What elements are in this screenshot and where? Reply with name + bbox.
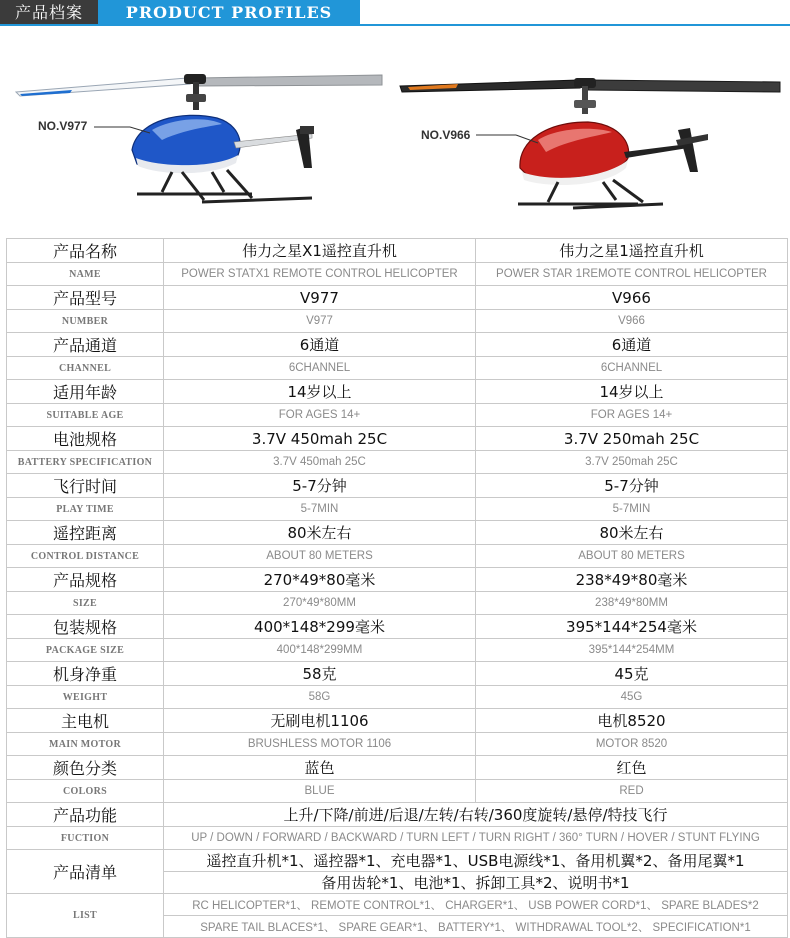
spec-label-cn: 遥控距离	[7, 521, 164, 545]
spec-value-v977-cn: 14岁以上	[164, 380, 476, 404]
model-label-v966: NO.V966	[421, 128, 471, 142]
spec-value-v966-cn: 45克	[476, 662, 788, 686]
spec-value-v966-en: MOTOR 8520	[476, 733, 788, 756]
spec-value-v977-cn: 5-7分钟	[164, 474, 476, 498]
spec-label-en: CONTROL DISTANCE	[7, 545, 164, 568]
spec-value-v977-cn: V977	[164, 286, 476, 310]
spec-row-cn	[7, 333, 788, 357]
spec-label-cn: 机身净重	[7, 662, 164, 686]
spec-value-list-cn-2: 备用齿轮*1、电池*1、拆卸工具*2、说明书*1	[164, 872, 788, 894]
spec-label-cn: 飞行时间	[7, 474, 164, 498]
spec-value-v977-en: ABOUT 80 METERS	[164, 545, 476, 568]
spec-value-v966-cn: 伟力之星1遥控直升机	[476, 239, 788, 263]
spec-row-cn	[7, 756, 788, 780]
spec-value-v977-en: 3.7V 450mah 25C	[164, 451, 476, 474]
spec-row-cn	[7, 380, 788, 404]
spec-value-v977-en: BLUE	[164, 780, 476, 803]
spec-value-v966-en: 395*144*254MM	[476, 639, 788, 662]
header-title-cn: 产品档案	[0, 0, 98, 26]
spec-value-v977-en: 5-7MIN	[164, 498, 476, 521]
spec-label-en: SUITABLE AGE	[7, 404, 164, 427]
header-underline	[0, 24, 790, 26]
spec-row-list-cn-1	[7, 850, 788, 872]
spec-value-v966-cn: 395*144*254毫米	[476, 615, 788, 639]
spec-value-v977-cn: 蓝色	[164, 756, 476, 780]
spec-value-v966-en: FOR AGES 14+	[476, 404, 788, 427]
spec-value-v966-en: POWER STAR 1REMOTE CONTROL HELICOPTER	[476, 263, 788, 286]
spec-value-v977-cn: 80米左右	[164, 521, 476, 545]
spec-value-v966-en: 6CHANNEL	[476, 357, 788, 380]
spec-value-v966-cn: 80米左右	[476, 521, 788, 545]
spec-row-en	[7, 310, 788, 333]
spec-value-v966-cn: 14岁以上	[476, 380, 788, 404]
spec-value-v966-cn: V966	[476, 286, 788, 310]
spec-value-v977-cn: 400*148*299毫米	[164, 615, 476, 639]
spec-label-cn: 颜色分类	[7, 756, 164, 780]
spec-row-en	[7, 545, 788, 568]
spec-row-en	[7, 686, 788, 709]
spec-value-v977-cn: 无刷电机1106	[164, 709, 476, 733]
page-header	[0, 0, 790, 26]
spec-label-cn: 主电机	[7, 709, 164, 733]
spec-value-v966-en: 3.7V 250mah 25C	[476, 451, 788, 474]
spec-label-cn: 产品功能	[7, 803, 164, 827]
spec-value-v977-en: 400*148*299MM	[164, 639, 476, 662]
spec-row-en	[7, 263, 788, 286]
spec-table	[6, 238, 788, 938]
spec-value-function-en: UP / DOWN / FORWARD / BACKWARD / TURN LEFT / TURN RIGHT / 360° TURN / HOVER / STUNT FLYING	[164, 827, 788, 850]
spec-value-v977-en: FOR AGES 14+	[164, 404, 476, 427]
spec-table-body	[7, 239, 788, 938]
spec-label-en: PACKAGE SIZE	[7, 639, 164, 662]
spec-label-en: COLORS	[7, 780, 164, 803]
spec-row-en	[7, 592, 788, 615]
helicopter-v977-image	[12, 60, 387, 210]
spec-row-en	[7, 780, 788, 803]
spec-value-v977-cn: 6通道	[164, 333, 476, 357]
spec-row-cn	[7, 286, 788, 310]
spec-value-v966-en: RED	[476, 780, 788, 803]
spec-value-v977-en: BRUSHLESS MOTOR 1106	[164, 733, 476, 756]
spec-value-v966-en: 5-7MIN	[476, 498, 788, 521]
header-title-en: PRODUCT PROFILES	[98, 0, 360, 26]
spec-value-v977-cn: 58克	[164, 662, 476, 686]
spec-row-cn	[7, 662, 788, 686]
spec-label-en: WEIGHT	[7, 686, 164, 709]
spec-label-cn: 产品通道	[7, 333, 164, 357]
spec-row-en	[7, 639, 788, 662]
spec-value-list-en-2: SPARE TAIL BLACES*1、 SPARE GEAR*1、 BATTERY*1、 WITHDRAWAL TOOL*2、 SPECIFICATION*1	[164, 916, 788, 938]
spec-value-v966-cn: 电机8520	[476, 709, 788, 733]
spec-row-cn	[7, 568, 788, 592]
spec-value-v977-en: 270*49*80MM	[164, 592, 476, 615]
spec-value-v977-en: POWER STATX1 REMOTE CONTROL HELICOPTER	[164, 263, 476, 286]
spec-value-v966-en: 238*49*80MM	[476, 592, 788, 615]
spec-label-en: SIZE	[7, 592, 164, 615]
spec-row-cn	[7, 239, 788, 263]
spec-label-en: MAIN MOTOR	[7, 733, 164, 756]
spec-row-en	[7, 498, 788, 521]
spec-row-cn	[7, 474, 788, 498]
spec-value-v977-en: 6CHANNEL	[164, 357, 476, 380]
spec-label-en: LIST	[7, 894, 164, 938]
model-label-v977: NO.V977	[38, 119, 88, 133]
spec-value-v966-cn: 6通道	[476, 333, 788, 357]
spec-row-cn	[7, 709, 788, 733]
spec-label-en: NAME	[7, 263, 164, 286]
spec-label-cn: 电池规格	[7, 427, 164, 451]
spec-row-function-en	[7, 827, 788, 850]
spec-row-en	[7, 404, 788, 427]
spec-value-v977-cn: 伟力之星X1遥控直升机	[164, 239, 476, 263]
spec-value-v966-cn: 5-7分钟	[476, 474, 788, 498]
spec-value-v966-cn: 红色	[476, 756, 788, 780]
spec-value-v966-en: ABOUT 80 METERS	[476, 545, 788, 568]
spec-row-en	[7, 451, 788, 474]
spec-label-en: BATTERY SPECIFICATION	[7, 451, 164, 474]
spec-label-cn: 适用年龄	[7, 380, 164, 404]
spec-label-en: NUMBER	[7, 310, 164, 333]
spec-value-list-cn-1: 遥控直升机*1、遥控器*1、充电器*1、USB电源线*1、备用机翼*2、备用尾翼*1	[164, 850, 788, 872]
label-pointer-v966	[476, 132, 546, 144]
label-pointer-v977	[94, 124, 154, 134]
spec-label-cn: 产品规格	[7, 568, 164, 592]
spec-value-v966-cn: 238*49*80毫米	[476, 568, 788, 592]
spec-value-v966-cn: 3.7V 250mah 25C	[476, 427, 788, 451]
spec-value-v977-en: 58G	[164, 686, 476, 709]
spec-value-v977-cn: 3.7V 450mah 25C	[164, 427, 476, 451]
spec-label-en: FUCTION	[7, 827, 164, 850]
spec-row-list-en-1	[7, 894, 788, 916]
spec-value-v977-en: V977	[164, 310, 476, 333]
spec-label-en: PLAY TIME	[7, 498, 164, 521]
spec-label-cn: 包装规格	[7, 615, 164, 639]
spec-value-list-en-1: RC HELICOPTER*1、 REMOTE CONTROL*1、 CHARGER*1、 USB POWER CORD*1、 SPARE BLADES*2	[164, 894, 788, 916]
spec-row-en	[7, 357, 788, 380]
spec-label-cn: 产品型号	[7, 286, 164, 310]
spec-label-en: CHANNEL	[7, 357, 164, 380]
spec-value-v977-cn: 270*49*80毫米	[164, 568, 476, 592]
spec-row-cn	[7, 615, 788, 639]
spec-row-function-cn	[7, 803, 788, 827]
spec-row-en	[7, 733, 788, 756]
spec-value-v966-en: V966	[476, 310, 788, 333]
spec-value-v966-en: 45G	[476, 686, 788, 709]
spec-label-cn: 产品清单	[7, 850, 164, 894]
spec-label-cn: 产品名称	[7, 239, 164, 263]
spec-row-cn	[7, 427, 788, 451]
spec-row-cn	[7, 521, 788, 545]
spec-value-function-cn: 上升/下降/前进/后退/左转/右转/360度旋转/悬停/特技飞行	[164, 803, 788, 827]
